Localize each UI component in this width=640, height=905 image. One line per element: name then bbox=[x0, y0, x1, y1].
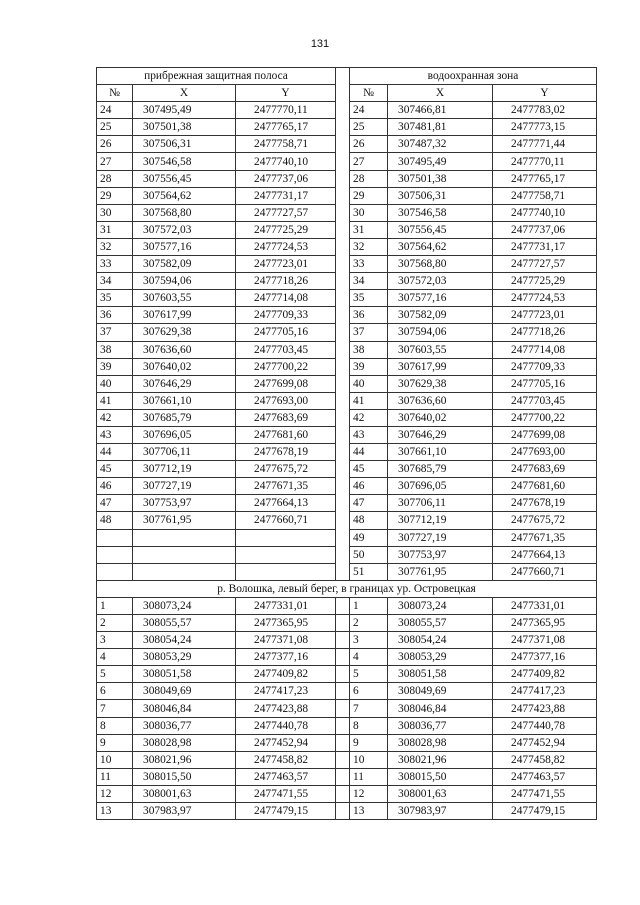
right-point-number: 44 bbox=[350, 444, 388, 461]
left-x-coordinate: 308051,58 bbox=[133, 666, 236, 683]
column-gap bbox=[336, 768, 350, 785]
left-point-number: 30 bbox=[97, 204, 133, 221]
left-y-coordinate: 2477758,71 bbox=[236, 136, 336, 153]
left-point-number: 2 bbox=[97, 615, 133, 632]
right-x-coordinate: 308028,98 bbox=[388, 734, 493, 751]
table-row bbox=[97, 768, 597, 785]
left-y-coordinate bbox=[236, 563, 336, 580]
left-point-number: 11 bbox=[97, 768, 133, 785]
right-y-coordinate: 2477771,44 bbox=[493, 136, 597, 153]
left-y-coordinate: 2477714,08 bbox=[236, 290, 336, 307]
right-point-number: 35 bbox=[350, 290, 388, 307]
left-y-coordinate: 2477718,26 bbox=[236, 273, 336, 290]
left-y-coordinate: 2477458,82 bbox=[236, 751, 336, 768]
left-y-coordinate: 2477675,72 bbox=[236, 461, 336, 478]
coordinates-table bbox=[96, 67, 597, 820]
right-point-number: 33 bbox=[350, 256, 388, 273]
left-x-coordinate: 307603,55 bbox=[133, 290, 236, 307]
right-point-number: 13 bbox=[350, 803, 388, 820]
right-x-coordinate: 307501,38 bbox=[388, 170, 493, 187]
right-x-coordinate: 307685,79 bbox=[388, 461, 493, 478]
column-gap bbox=[336, 700, 350, 717]
left-y-coordinate: 2477671,35 bbox=[236, 478, 336, 495]
left-y-coordinate: 2477703,45 bbox=[236, 341, 336, 358]
right-y-coordinate: 2477365,95 bbox=[493, 615, 597, 632]
right-y-coordinate: 2477705,16 bbox=[493, 375, 597, 392]
left-point-number bbox=[97, 546, 133, 563]
table-row bbox=[97, 785, 597, 802]
left-y-coordinate: 2477678,19 bbox=[236, 444, 336, 461]
right-y-coordinate: 2477331,01 bbox=[493, 597, 597, 614]
left-x-coordinate: 307661,10 bbox=[133, 392, 236, 409]
left-point-number: 47 bbox=[97, 495, 133, 512]
right-y-coordinate: 2477727,57 bbox=[493, 256, 597, 273]
left-x-coordinate: 307546,58 bbox=[133, 153, 236, 170]
left-y-coordinate bbox=[236, 529, 336, 546]
left-point-number: 3 bbox=[97, 632, 133, 649]
page-number: 131 bbox=[310, 38, 330, 50]
left-point-number: 24 bbox=[97, 102, 133, 119]
right-x-coordinate: 308001,63 bbox=[388, 785, 493, 802]
right-x-coordinate: 308055,57 bbox=[388, 615, 493, 632]
right-x-coordinate: 308015,50 bbox=[388, 768, 493, 785]
left-point-number: 4 bbox=[97, 649, 133, 666]
right-point-number: 27 bbox=[350, 153, 388, 170]
left-x-coordinate: 308036,77 bbox=[133, 717, 236, 734]
left-point-number: 25 bbox=[97, 119, 133, 136]
left-x-coordinate: 308054,24 bbox=[133, 632, 236, 649]
left-x-coordinate: 307501,38 bbox=[133, 119, 236, 136]
left-point-number bbox=[97, 529, 133, 546]
right-point-number: 37 bbox=[350, 324, 388, 341]
table-row bbox=[97, 683, 597, 700]
right-x-coordinate: 307617,99 bbox=[388, 358, 493, 375]
left-y-coordinate: 2477723,01 bbox=[236, 256, 336, 273]
right-point-number: 50 bbox=[350, 546, 388, 563]
table-row bbox=[97, 734, 597, 751]
left-point-number: 7 bbox=[97, 700, 133, 717]
table-row bbox=[97, 717, 597, 734]
right-point-number: 48 bbox=[350, 512, 388, 529]
left-x-coordinate: 308073,24 bbox=[133, 597, 236, 614]
left-y-coordinate: 2477709,33 bbox=[236, 307, 336, 324]
right-x-coordinate: 307712,19 bbox=[388, 512, 493, 529]
left-x-coordinate: 308015,50 bbox=[133, 768, 236, 785]
left-x-coordinate: 308053,29 bbox=[133, 649, 236, 666]
table-header-titles bbox=[97, 68, 597, 85]
left-point-number: 46 bbox=[97, 478, 133, 495]
left-x-coordinate: 307617,99 bbox=[133, 307, 236, 324]
left-y-coordinate: 2477452,94 bbox=[236, 734, 336, 751]
left-point-number: 5 bbox=[97, 666, 133, 683]
table-row bbox=[97, 615, 597, 632]
right-x-coordinate: 307646,29 bbox=[388, 426, 493, 443]
right-x-coordinate: 308073,24 bbox=[388, 597, 493, 614]
left-y-coordinate: 2477724,53 bbox=[236, 238, 336, 255]
table-row bbox=[97, 751, 597, 768]
left-point-number: 48 bbox=[97, 512, 133, 529]
left-point-number bbox=[97, 563, 133, 580]
right-x-coordinate: 307983,97 bbox=[388, 803, 493, 820]
right-y-coordinate: 2477452,94 bbox=[493, 734, 597, 751]
left-point-number: 12 bbox=[97, 785, 133, 802]
right-y-coordinate: 2477377,16 bbox=[493, 649, 597, 666]
left-x-coordinate bbox=[133, 563, 236, 580]
column-gap bbox=[336, 734, 350, 751]
left-y-coordinate: 2477765,17 bbox=[236, 119, 336, 136]
right-x-coordinate: 307481,81 bbox=[388, 119, 493, 136]
right-point-number: 45 bbox=[350, 461, 388, 478]
right-point-number: 8 bbox=[350, 717, 388, 734]
left-y-coordinate: 2477417,23 bbox=[236, 683, 336, 700]
right-y-coordinate: 2477714,08 bbox=[493, 341, 597, 358]
right-x-coordinate: 307564,62 bbox=[388, 238, 493, 255]
left-x-coordinate: 307706,11 bbox=[133, 444, 236, 461]
column-gap bbox=[336, 785, 350, 802]
left-x-coordinate: 307594,06 bbox=[133, 273, 236, 290]
left-y-coordinate: 2477463,57 bbox=[236, 768, 336, 785]
left-y-coordinate: 2477731,17 bbox=[236, 187, 336, 204]
right-x-coordinate: 307636,60 bbox=[388, 392, 493, 409]
right-y-coordinate: 2477700,22 bbox=[493, 409, 597, 426]
left-x-coordinate: 307712,19 bbox=[133, 461, 236, 478]
left-y-coordinate: 2477365,95 bbox=[236, 615, 336, 632]
right-x-coordinate: 308046,84 bbox=[388, 700, 493, 717]
left-point-number: 32 bbox=[97, 238, 133, 255]
right-x-coordinate: 307629,38 bbox=[388, 375, 493, 392]
left-point-number: 36 bbox=[97, 307, 133, 324]
right-x-coordinate: 307761,95 bbox=[388, 563, 493, 580]
column-gap bbox=[336, 683, 350, 700]
left-y-coordinate: 2477479,15 bbox=[236, 803, 336, 820]
right-y-coordinate: 2477458,82 bbox=[493, 751, 597, 768]
table-row bbox=[97, 632, 597, 649]
right-point-number: 25 bbox=[350, 119, 388, 136]
right-y-coordinate: 2477417,23 bbox=[493, 683, 597, 700]
table-row bbox=[97, 803, 597, 820]
left-y-coordinate: 2477440,78 bbox=[236, 717, 336, 734]
left-x-coordinate: 307564,62 bbox=[133, 187, 236, 204]
right-x-coordinate: 307727,19 bbox=[388, 529, 493, 546]
right-y-coordinate: 2477409,82 bbox=[493, 666, 597, 683]
column-gap bbox=[336, 751, 350, 768]
table-row bbox=[97, 597, 597, 614]
right-x-coordinate: 307495,49 bbox=[388, 153, 493, 170]
left-point-number: 33 bbox=[97, 256, 133, 273]
right-x-coordinate: 307466,81 bbox=[388, 102, 493, 119]
right-y-coordinate: 2477731,17 bbox=[493, 238, 597, 255]
left-point-number: 10 bbox=[97, 751, 133, 768]
left-y-coordinate bbox=[236, 546, 336, 563]
right-point-number: 43 bbox=[350, 426, 388, 443]
right-point-number: 29 bbox=[350, 187, 388, 204]
right-y-coordinate: 2477463,57 bbox=[493, 768, 597, 785]
right-point-number: 12 bbox=[350, 785, 388, 802]
right-y-coordinate: 2477471,55 bbox=[493, 785, 597, 802]
left-point-number: 44 bbox=[97, 444, 133, 461]
left-x-coordinate: 307685,79 bbox=[133, 409, 236, 426]
right-point-number: 38 bbox=[350, 341, 388, 358]
right-col-y: Y bbox=[493, 85, 597, 102]
left-x-coordinate: 307568,80 bbox=[133, 204, 236, 221]
left-point-number: 39 bbox=[97, 358, 133, 375]
left-y-coordinate: 2477331,01 bbox=[236, 597, 336, 614]
left-point-number: 37 bbox=[97, 324, 133, 341]
column-gap bbox=[336, 615, 350, 632]
left-point-number: 43 bbox=[97, 426, 133, 443]
left-x-coordinate bbox=[133, 546, 236, 563]
column-gap bbox=[336, 68, 350, 581]
left-point-number: 1 bbox=[97, 597, 133, 614]
left-x-coordinate: 307761,95 bbox=[133, 512, 236, 529]
right-x-coordinate: 307506,31 bbox=[388, 187, 493, 204]
right-y-coordinate: 2477709,33 bbox=[493, 358, 597, 375]
right-x-coordinate: 307706,11 bbox=[388, 495, 493, 512]
left-x-coordinate: 308055,57 bbox=[133, 615, 236, 632]
right-x-coordinate: 307594,06 bbox=[388, 324, 493, 341]
right-point-number: 24 bbox=[350, 102, 388, 119]
left-point-number: 26 bbox=[97, 136, 133, 153]
column-gap bbox=[336, 803, 350, 820]
left-point-number: 40 bbox=[97, 375, 133, 392]
left-y-coordinate: 2477770,11 bbox=[236, 102, 336, 119]
table-row bbox=[97, 666, 597, 683]
right-x-coordinate: 308051,58 bbox=[388, 666, 493, 683]
right-x-coordinate: 307487,32 bbox=[388, 136, 493, 153]
right-x-coordinate: 307546,58 bbox=[388, 204, 493, 221]
right-point-number: 6 bbox=[350, 683, 388, 700]
column-gap bbox=[336, 717, 350, 734]
right-point-number: 4 bbox=[350, 649, 388, 666]
left-col-num: № bbox=[97, 85, 133, 102]
right-point-number: 11 bbox=[350, 768, 388, 785]
left-x-coordinate: 308046,84 bbox=[133, 700, 236, 717]
table-row bbox=[97, 700, 597, 717]
left-y-coordinate: 2477681,60 bbox=[236, 426, 336, 443]
right-zone-title: водоохранная зона bbox=[350, 68, 597, 85]
right-point-number: 1 bbox=[350, 597, 388, 614]
right-point-number: 2 bbox=[350, 615, 388, 632]
left-y-coordinate: 2477471,55 bbox=[236, 785, 336, 802]
right-y-coordinate: 2477664,13 bbox=[493, 546, 597, 563]
coordinates-table-body bbox=[97, 68, 597, 820]
right-x-coordinate: 307603,55 bbox=[388, 341, 493, 358]
left-y-coordinate: 2477727,57 bbox=[236, 204, 336, 221]
left-point-number: 45 bbox=[97, 461, 133, 478]
left-y-coordinate: 2477371,08 bbox=[236, 632, 336, 649]
left-x-coordinate: 307696,05 bbox=[133, 426, 236, 443]
right-y-coordinate: 2477671,35 bbox=[493, 529, 597, 546]
right-y-coordinate: 2477723,01 bbox=[493, 307, 597, 324]
left-y-coordinate: 2477725,29 bbox=[236, 221, 336, 238]
right-point-number: 9 bbox=[350, 734, 388, 751]
left-point-number: 35 bbox=[97, 290, 133, 307]
right-y-coordinate: 2477724,53 bbox=[493, 290, 597, 307]
left-x-coordinate: 308028,98 bbox=[133, 734, 236, 751]
left-y-coordinate: 2477705,16 bbox=[236, 324, 336, 341]
left-x-coordinate: 307636,60 bbox=[133, 341, 236, 358]
right-y-coordinate: 2477770,11 bbox=[493, 153, 597, 170]
right-point-number: 32 bbox=[350, 238, 388, 255]
left-x-coordinate: 307727,19 bbox=[133, 478, 236, 495]
right-y-coordinate: 2477718,26 bbox=[493, 324, 597, 341]
right-x-coordinate: 307661,10 bbox=[388, 444, 493, 461]
left-zone-title: прибрежная защитная полоса bbox=[97, 68, 336, 85]
right-x-coordinate: 308049,69 bbox=[388, 683, 493, 700]
right-point-number: 39 bbox=[350, 358, 388, 375]
left-y-coordinate: 2477660,71 bbox=[236, 512, 336, 529]
right-y-coordinate: 2477693,00 bbox=[493, 444, 597, 461]
right-point-number: 46 bbox=[350, 478, 388, 495]
right-y-coordinate: 2477699,08 bbox=[493, 426, 597, 443]
right-y-coordinate: 2477758,71 bbox=[493, 187, 597, 204]
right-point-number: 26 bbox=[350, 136, 388, 153]
left-y-coordinate: 2477737,06 bbox=[236, 170, 336, 187]
right-x-coordinate: 307568,80 bbox=[388, 256, 493, 273]
right-point-number: 3 bbox=[350, 632, 388, 649]
section-title-row bbox=[97, 580, 597, 597]
left-x-coordinate: 307495,49 bbox=[133, 102, 236, 119]
right-y-coordinate: 2477681,60 bbox=[493, 478, 597, 495]
right-x-coordinate: 307556,45 bbox=[388, 221, 493, 238]
right-y-coordinate: 2477703,45 bbox=[493, 392, 597, 409]
left-y-coordinate: 2477409,82 bbox=[236, 666, 336, 683]
right-y-coordinate: 2477783,02 bbox=[493, 102, 597, 119]
right-x-coordinate: 307753,97 bbox=[388, 546, 493, 563]
right-point-number: 36 bbox=[350, 307, 388, 324]
left-x-coordinate: 307572,03 bbox=[133, 221, 236, 238]
left-x-coordinate: 307983,97 bbox=[133, 803, 236, 820]
right-point-number: 40 bbox=[350, 375, 388, 392]
right-point-number: 5 bbox=[350, 666, 388, 683]
right-y-coordinate: 2477678,19 bbox=[493, 495, 597, 512]
left-x-coordinate: 307577,16 bbox=[133, 238, 236, 255]
left-y-coordinate: 2477740,10 bbox=[236, 153, 336, 170]
left-col-x: X bbox=[133, 85, 236, 102]
right-y-coordinate: 2477675,72 bbox=[493, 512, 597, 529]
right-x-coordinate: 308021,96 bbox=[388, 751, 493, 768]
right-y-coordinate: 2477765,17 bbox=[493, 170, 597, 187]
left-point-number: 8 bbox=[97, 717, 133, 734]
left-point-number: 6 bbox=[97, 683, 133, 700]
right-point-number: 34 bbox=[350, 273, 388, 290]
column-gap bbox=[336, 597, 350, 614]
left-y-coordinate: 2477699,08 bbox=[236, 375, 336, 392]
right-y-coordinate: 2477773,15 bbox=[493, 119, 597, 136]
right-col-num: № bbox=[350, 85, 388, 102]
right-point-number: 49 bbox=[350, 529, 388, 546]
left-x-coordinate: 307629,38 bbox=[133, 324, 236, 341]
right-x-coordinate: 308053,29 bbox=[388, 649, 493, 666]
right-point-number: 41 bbox=[350, 392, 388, 409]
left-x-coordinate: 307556,45 bbox=[133, 170, 236, 187]
left-point-number: 31 bbox=[97, 221, 133, 238]
right-y-coordinate: 2477740,10 bbox=[493, 204, 597, 221]
column-gap bbox=[336, 666, 350, 683]
left-point-number: 27 bbox=[97, 153, 133, 170]
right-y-coordinate: 2477737,06 bbox=[493, 221, 597, 238]
left-y-coordinate: 2477683,69 bbox=[236, 409, 336, 426]
left-point-number: 9 bbox=[97, 734, 133, 751]
left-x-coordinate: 307646,29 bbox=[133, 375, 236, 392]
right-x-coordinate: 308036,77 bbox=[388, 717, 493, 734]
right-x-coordinate: 307640,02 bbox=[388, 409, 493, 426]
right-y-coordinate: 2477423,88 bbox=[493, 700, 597, 717]
column-gap bbox=[336, 632, 350, 649]
column-gap bbox=[336, 649, 350, 666]
right-x-coordinate: 307577,16 bbox=[388, 290, 493, 307]
right-x-coordinate: 307572,03 bbox=[388, 273, 493, 290]
left-point-number: 28 bbox=[97, 170, 133, 187]
left-point-number: 29 bbox=[97, 187, 133, 204]
right-point-number: 10 bbox=[350, 751, 388, 768]
right-col-x: X bbox=[388, 85, 493, 102]
left-y-coordinate: 2477693,00 bbox=[236, 392, 336, 409]
left-x-coordinate: 307640,02 bbox=[133, 358, 236, 375]
left-x-coordinate: 307506,31 bbox=[133, 136, 236, 153]
left-point-number: 38 bbox=[97, 341, 133, 358]
left-x-coordinate: 307582,09 bbox=[133, 256, 236, 273]
right-point-number: 7 bbox=[350, 700, 388, 717]
left-y-coordinate: 2477664,13 bbox=[236, 495, 336, 512]
left-x-coordinate: 308049,69 bbox=[133, 683, 236, 700]
left-y-coordinate: 2477423,88 bbox=[236, 700, 336, 717]
right-y-coordinate: 2477479,15 bbox=[493, 803, 597, 820]
left-x-coordinate: 308021,96 bbox=[133, 751, 236, 768]
left-x-coordinate bbox=[133, 529, 236, 546]
right-y-coordinate: 2477440,78 bbox=[493, 717, 597, 734]
left-x-coordinate: 308001,63 bbox=[133, 785, 236, 802]
right-x-coordinate: 307582,09 bbox=[388, 307, 493, 324]
left-y-coordinate: 2477700,22 bbox=[236, 358, 336, 375]
right-y-coordinate: 2477660,71 bbox=[493, 563, 597, 580]
right-point-number: 51 bbox=[350, 563, 388, 580]
section-title: р. Волошка, левый берег, в границах ур. Островецкая bbox=[97, 580, 597, 597]
left-point-number: 41 bbox=[97, 392, 133, 409]
right-y-coordinate: 2477683,69 bbox=[493, 461, 597, 478]
right-point-number: 28 bbox=[350, 170, 388, 187]
table-row bbox=[97, 649, 597, 666]
right-point-number: 42 bbox=[350, 409, 388, 426]
left-point-number: 42 bbox=[97, 409, 133, 426]
right-y-coordinate: 2477725,29 bbox=[493, 273, 597, 290]
right-x-coordinate: 307696,05 bbox=[388, 478, 493, 495]
right-point-number: 47 bbox=[350, 495, 388, 512]
left-x-coordinate: 307753,97 bbox=[133, 495, 236, 512]
left-col-y: Y bbox=[236, 85, 336, 102]
right-y-coordinate: 2477371,08 bbox=[493, 632, 597, 649]
left-point-number: 13 bbox=[97, 803, 133, 820]
right-point-number: 30 bbox=[350, 204, 388, 221]
left-point-number: 34 bbox=[97, 273, 133, 290]
left-y-coordinate: 2477377,16 bbox=[236, 649, 336, 666]
right-x-coordinate: 308054,24 bbox=[388, 632, 493, 649]
right-point-number: 31 bbox=[350, 221, 388, 238]
